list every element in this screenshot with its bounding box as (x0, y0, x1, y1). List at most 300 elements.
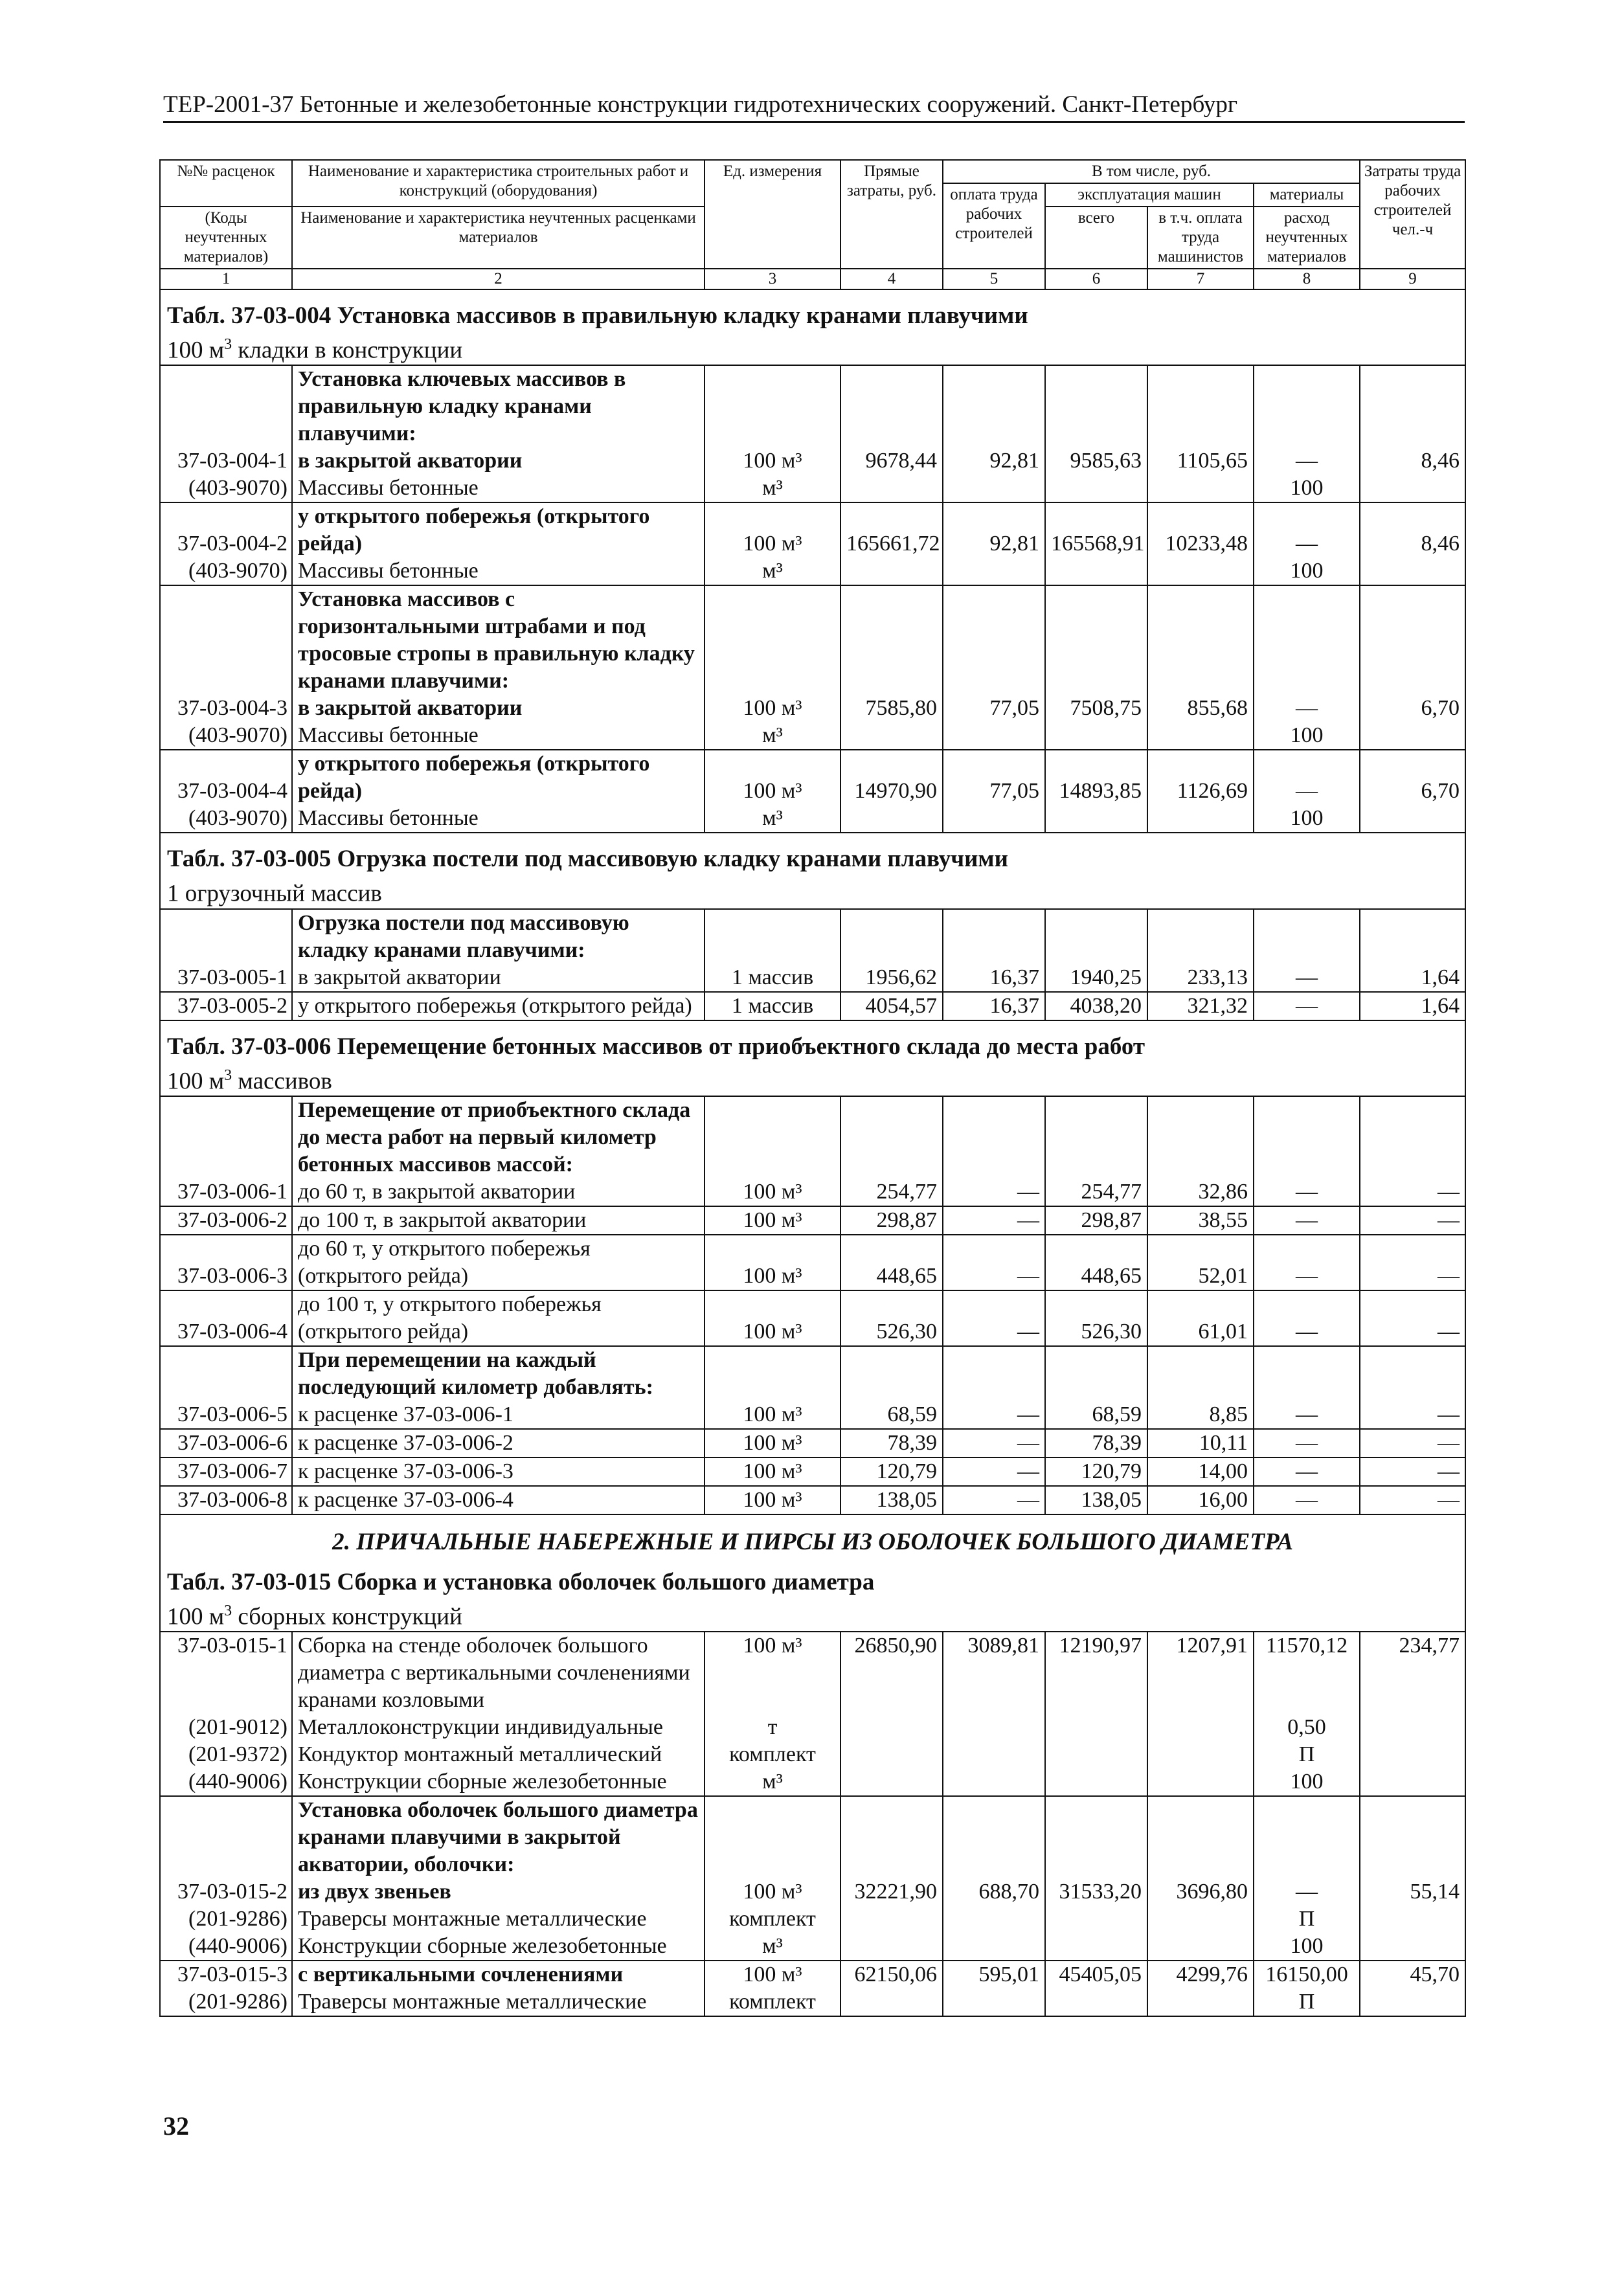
labor-cost: 688,70 (943, 1878, 1045, 1906)
rate-code: 37-03-006-1 (160, 1178, 292, 1206)
labor-hours: — (1360, 1429, 1465, 1457)
work-name: Кондуктор монтажный металлический (292, 1741, 705, 1768)
machine-labor-cost (1147, 1714, 1254, 1741)
direct-cost: 138,05 (840, 1486, 943, 1514)
unit-cell: м³ (705, 557, 840, 585)
rate-code: 37-03-006-8 (160, 1486, 292, 1514)
table-body (160, 289, 1465, 2016)
machine-cost: 165568,91 (1045, 502, 1147, 557)
labor-hours: 45,70 (1360, 1961, 1465, 1988)
work-name: Траверсы монтажные металлические (292, 1906, 705, 1933)
labor-cost: 92,81 (943, 502, 1045, 557)
material-cell (1254, 365, 1360, 447)
unit-cell: м³ (705, 1768, 840, 1796)
rate-code: (440-9006) (160, 1768, 292, 1796)
unit-cell: 100 м³ (705, 1290, 840, 1346)
machine-labor-cost: 233,13 (1147, 964, 1254, 992)
material-cell: П (1254, 1906, 1360, 1933)
machine-labor-cost: 1207,91 (1147, 1632, 1254, 1714)
labor-hours (1360, 805, 1465, 833)
machine-cost (1045, 722, 1147, 750)
table-unit-exponent: 3 (224, 1066, 232, 1084)
table-row (160, 1878, 1465, 1906)
machine-labor-cost (1147, 722, 1254, 750)
machine-cost (1045, 1714, 1147, 1741)
machine-labor-cost (1147, 1768, 1254, 1796)
direct-cost: 1956,62 (840, 964, 943, 992)
table-unit (167, 1061, 1458, 1096)
machine-cost: 4038,20 (1045, 992, 1147, 1020)
col-name-bottom: Наименование и характеристика неучтенных расценками материалов (292, 207, 705, 269)
material-cell: 100 (1254, 557, 1360, 585)
work-name: у открытого побережья (открытого рейда) (292, 750, 705, 805)
labor-cost: — (943, 1235, 1045, 1290)
col-number: 6 (1045, 269, 1147, 289)
labor-hours (1360, 1346, 1465, 1401)
table-row (160, 1632, 1465, 1714)
direct-cost: 26850,90 (840, 1632, 943, 1714)
labor-cost: — (943, 1429, 1045, 1457)
col-number: 2 (292, 269, 705, 289)
machine-labor-cost (1147, 1741, 1254, 1768)
work-name: Металлоконструкции индивидуальные (292, 1714, 705, 1741)
machine-labor-cost (1147, 1346, 1254, 1401)
work-name: Конструкции сборные железобетонные (292, 1933, 705, 1961)
labor-cost (943, 1096, 1045, 1178)
labor-hours: — (1360, 1401, 1465, 1429)
labor-cost (943, 909, 1045, 964)
labor-cost: 16,37 (943, 964, 1045, 992)
direct-cost: 254,77 (840, 1178, 943, 1206)
machine-labor-cost: 52,01 (1147, 1235, 1254, 1290)
table-row (160, 909, 1465, 964)
rate-code: 37-03-006-4 (160, 1290, 292, 1346)
table-row (160, 1290, 1465, 1346)
machine-cost (1045, 1741, 1147, 1768)
direct-cost: 7585,80 (840, 695, 943, 722)
direct-cost (840, 1346, 943, 1401)
material-cell: П (1254, 1988, 1360, 2016)
unit-cell: 100 м³ (705, 1235, 840, 1290)
rate-code (160, 909, 292, 964)
machine-labor-cost (1147, 1933, 1254, 1961)
rate-code: 37-03-006-6 (160, 1429, 292, 1457)
material-cell (1254, 1796, 1360, 1878)
unit-cell: м³ (705, 475, 840, 502)
labor-hours: 1,64 (1360, 964, 1465, 992)
machine-labor-cost: 4299,76 (1147, 1961, 1254, 1988)
rate-code: (201-9286) (160, 1988, 292, 2016)
labor-hours: 55,14 (1360, 1878, 1465, 1906)
labor-cost: 595,01 (943, 1961, 1045, 1988)
labor-cost (943, 1988, 1045, 2016)
labor-cost (943, 1768, 1045, 1796)
machine-labor-cost (1147, 805, 1254, 833)
unit-cell: м³ (705, 722, 840, 750)
material-cell: — (1254, 1178, 1360, 1206)
column-numbers (160, 269, 1465, 289)
rates-table (159, 159, 1466, 2017)
work-name: до 100 т, в закрытой акватории (292, 1206, 705, 1235)
rate-code: 37-03-006-7 (160, 1457, 292, 1486)
table-row (160, 1235, 1465, 1290)
work-name: Установка оболочек большого диаметра кранами плавучими в закрытой акватории, оболочки: (292, 1796, 705, 1878)
unit-cell: комплект (705, 1741, 840, 1768)
rate-code (160, 365, 292, 447)
material-cell (1254, 1346, 1360, 1401)
material-cell: 100 (1254, 475, 1360, 502)
labor-cost: — (943, 1178, 1045, 1206)
material-cell: 100 (1254, 805, 1360, 833)
labor-hours (1360, 1768, 1465, 1796)
labor-cost (943, 475, 1045, 502)
machine-labor-cost: 3696,80 (1147, 1878, 1254, 1906)
rate-code: 37-03-006-2 (160, 1206, 292, 1235)
machine-cost (1045, 585, 1147, 695)
table-title: Табл. 37-03-004 Установка массивов в правильную кладку кранами плавучими (167, 302, 1028, 329)
col-number: 3 (705, 269, 840, 289)
labor-hours: — (1360, 1178, 1465, 1206)
table-unit-suffix: сборных конструкций (232, 1603, 462, 1630)
machine-labor-cost (1147, 475, 1254, 502)
direct-cost: 32221,90 (840, 1878, 943, 1906)
table-row (160, 1988, 1465, 2016)
rate-code: (201-9372) (160, 1741, 292, 1768)
material-cell: 100 (1254, 722, 1360, 750)
work-name: в закрытой акватории (292, 964, 705, 992)
table-unit (167, 330, 1458, 365)
table-row (160, 722, 1465, 750)
rate-code: 37-03-006-5 (160, 1401, 292, 1429)
machine-cost (1045, 1346, 1147, 1401)
labor-hours (1360, 1906, 1465, 1933)
col-name-top: Наименование и характеристика строительных работ и конструкций (оборудования) (292, 160, 705, 207)
work-name: к расценке 37-03-006-4 (292, 1486, 705, 1514)
labor-hours (1360, 365, 1465, 447)
machine-cost: 45405,05 (1045, 1961, 1147, 1988)
table-row (160, 1178, 1465, 1206)
labor-hours: 6,70 (1360, 695, 1465, 722)
table-row (160, 964, 1465, 992)
work-name: Сборка на стенде оболочек большого диаметра с вертикальными сочленениями кранами козловыми (292, 1632, 705, 1714)
direct-cost (840, 365, 943, 447)
work-name: Траверсы монтажные металлические (292, 1988, 705, 2016)
table-title-cell (160, 833, 1465, 908)
rate-code: 37-03-004-4 (160, 750, 292, 805)
col-number: 1 (160, 269, 292, 289)
table-unit-text: 100 м (167, 1067, 225, 1094)
labor-cost (943, 722, 1045, 750)
rate-code: 37-03-004-1 (160, 447, 292, 475)
direct-cost: 448,65 (840, 1235, 943, 1290)
material-cell: — (1254, 1429, 1360, 1457)
labor-hours (1360, 1714, 1465, 1741)
machine-labor-cost (1147, 585, 1254, 695)
unit-cell: 100 м³ (705, 1457, 840, 1486)
direct-cost (840, 1796, 943, 1878)
unit-cell: 100 м³ (705, 695, 840, 722)
table-unit-suffix: кладки в конструкции (232, 337, 463, 364)
labor-hours (1360, 1933, 1465, 1961)
labor-cost (943, 585, 1045, 695)
table-row (160, 365, 1465, 447)
col-exp-group: эксплуатация машин (1045, 183, 1254, 207)
machine-cost (1045, 1933, 1147, 1961)
table-row (160, 1768, 1465, 1796)
table-row (160, 1401, 1465, 1429)
labor-hours (1360, 557, 1465, 585)
machine-labor-cost: 1105,65 (1147, 447, 1254, 475)
col-code-bottom: (Коды неучтенных материалов) (160, 207, 292, 269)
table-title-row (160, 1557, 1465, 1632)
machine-cost (1045, 365, 1147, 447)
table-row (160, 1429, 1465, 1457)
unit-cell: комплект (705, 1988, 840, 2016)
labor-hours: — (1360, 1235, 1465, 1290)
unit-cell: 100 м³ (705, 1878, 840, 1906)
machine-cost (1045, 557, 1147, 585)
direct-cost (840, 1096, 943, 1178)
machine-labor-cost: 14,00 (1147, 1457, 1254, 1486)
labor-hours (1360, 1988, 1465, 2016)
table-row (160, 750, 1465, 805)
table-unit (167, 1597, 1458, 1631)
unit-cell (705, 365, 840, 447)
work-name: Массивы бетонные (292, 805, 705, 833)
labor-hours (1360, 1796, 1465, 1878)
direct-cost: 9678,44 (840, 447, 943, 475)
rate-code: (403-9070) (160, 475, 292, 502)
unit-cell: 100 м³ (705, 1178, 840, 1206)
work-name: Массивы бетонные (292, 722, 705, 750)
table-unit (167, 873, 1458, 908)
machine-labor-cost (1147, 1796, 1254, 1878)
col-hours: Затраты труда рабочих строителей чел.-ч (1360, 160, 1465, 269)
direct-cost (840, 909, 943, 964)
labor-hours: 1,64 (1360, 992, 1465, 1020)
material-cell: — (1254, 964, 1360, 992)
direct-cost (840, 1768, 943, 1796)
unit-cell: комплект (705, 1906, 840, 1933)
table-row (160, 1714, 1465, 1741)
table-title: Табл. 37-03-006 Перемещение бетонных массивов от приобъектного склада до места работ (167, 1033, 1145, 1060)
direct-cost (840, 805, 943, 833)
unit-cell: 100 м³ (705, 750, 840, 805)
unit-cell: 100 м³ (705, 1486, 840, 1514)
work-name: Конструкции сборные железобетонные (292, 1768, 705, 1796)
labor-hours: 8,46 (1360, 447, 1465, 475)
labor-cost (943, 1933, 1045, 1961)
labor-hours (1360, 909, 1465, 964)
labor-cost: — (943, 1401, 1045, 1429)
direct-cost (840, 1988, 943, 2016)
machine-labor-cost: 38,55 (1147, 1206, 1254, 1235)
material-cell: — (1254, 1235, 1360, 1290)
direct-cost (840, 475, 943, 502)
labor-cost: — (943, 1290, 1045, 1346)
direct-cost (840, 722, 943, 750)
unit-cell: 1 массив (705, 992, 840, 1020)
machine-labor-cost: 855,68 (1147, 695, 1254, 722)
machine-cost: 9585,63 (1045, 447, 1147, 475)
labor-cost: 3089,81 (943, 1632, 1045, 1714)
section-title-text: 2. ПРИЧАЛЬНЫЕ НАБЕРЕЖНЫЕ И ПИРСЫ ИЗ ОБОЛОЧЕК БОЛЬШОГО ДИАМЕТРА (160, 1514, 1465, 1557)
table-row (160, 1346, 1465, 1401)
machine-cost (1045, 1768, 1147, 1796)
unit-cell: 100 м³ (705, 1961, 840, 1988)
table-row (160, 557, 1465, 585)
rate-code: 37-03-004-2 (160, 502, 292, 557)
rate-code: (201-9286) (160, 1906, 292, 1933)
machine-cost: 31533,20 (1045, 1878, 1147, 1906)
table-unit-exponent: 3 (224, 1602, 232, 1619)
labor-hours (1360, 475, 1465, 502)
labor-cost: 77,05 (943, 750, 1045, 805)
machine-labor-cost (1147, 1096, 1254, 1178)
machine-cost: 120,79 (1045, 1457, 1147, 1486)
labor-hours: 234,77 (1360, 1632, 1465, 1714)
table-title: Табл. 37-03-015 Сборка и установка оболочек большого диаметра (167, 1568, 875, 1595)
material-cell: — (1254, 1401, 1360, 1429)
work-name: Установка массивов с горизонтальными штрабами и под тросовые стропы в правильную кладку кранами плавучими: (292, 585, 705, 695)
work-name: в закрытой акватории (292, 447, 705, 475)
work-name: к расценке 37-03-006-2 (292, 1429, 705, 1457)
table-row (160, 1486, 1465, 1514)
page-header: ТЕР-2001-37 Бетонные и железобетонные конструкции гидротехнических сооружений. Санкт-Петербург (163, 91, 1465, 123)
table-title-cell (160, 1020, 1465, 1096)
work-name: у открытого побережья (открытого рейда) (292, 992, 705, 1020)
labor-cost: 92,81 (943, 447, 1045, 475)
unit-cell (705, 585, 840, 695)
direct-cost: 165661,72 (840, 502, 943, 557)
labor-cost (943, 1346, 1045, 1401)
direct-cost: 62150,06 (840, 1961, 943, 1988)
col-direct: Прямые затраты, руб. (840, 160, 943, 269)
table-unit-text: 100 м (167, 1603, 225, 1630)
labor-cost (943, 1796, 1045, 1878)
labor-hours: 6,70 (1360, 750, 1465, 805)
table-row (160, 502, 1465, 557)
direct-cost (840, 1741, 943, 1768)
material-cell: — (1254, 695, 1360, 722)
unit-cell: 100 м³ (705, 1401, 840, 1429)
col-number: 5 (943, 269, 1045, 289)
labor-hours: — (1360, 1457, 1465, 1486)
unit-cell: 100 м³ (705, 1429, 840, 1457)
labor-hours (1360, 585, 1465, 695)
machine-cost: 68,59 (1045, 1401, 1147, 1429)
direct-cost (840, 585, 943, 695)
table-unit-text: 100 м (167, 337, 225, 364)
labor-cost (943, 1741, 1045, 1768)
labor-cost (943, 365, 1045, 447)
table-row (160, 695, 1465, 722)
machine-cost: 14893,85 (1045, 750, 1147, 805)
material-cell: 16150,00 (1254, 1961, 1360, 1988)
work-name: Массивы бетонные (292, 557, 705, 585)
col-unit: Ед. измерения (705, 160, 840, 269)
rate-code: 37-03-005-1 (160, 964, 292, 992)
direct-cost: 68,59 (840, 1401, 943, 1429)
machine-cost (1045, 805, 1147, 833)
col-labor: оплата труда рабочих строителей (943, 183, 1045, 269)
table-row (160, 1741, 1465, 1768)
work-name: При перемещении на каждый последующий километр добавлять: (292, 1346, 705, 1401)
rate-code: (201-9012) (160, 1714, 292, 1741)
rate-code: 37-03-015-3 (160, 1961, 292, 1988)
page-number: 32 (163, 2111, 189, 2141)
table-row (160, 1906, 1465, 1933)
machine-cost: 526,30 (1045, 1290, 1147, 1346)
material-cell: — (1254, 1457, 1360, 1486)
col-number: 9 (1360, 269, 1465, 289)
material-cell: 100 (1254, 1768, 1360, 1796)
table-row (160, 1961, 1465, 1988)
rate-code (160, 1796, 292, 1878)
material-cell: 100 (1254, 1933, 1360, 1961)
machine-labor-cost: 8,85 (1147, 1401, 1254, 1429)
table-title: Табл. 37-03-005 Огрузка постели под массивовую кладку кранами плавучими (167, 846, 1008, 873)
table-row (160, 1457, 1465, 1486)
machine-labor-cost: 1126,69 (1147, 750, 1254, 805)
unit-cell (705, 1796, 840, 1878)
machine-cost: 448,65 (1045, 1235, 1147, 1290)
labor-cost: 77,05 (943, 695, 1045, 722)
labor-hours: — (1360, 1206, 1465, 1235)
machine-cost: 1940,25 (1045, 964, 1147, 992)
material-cell: — (1254, 1878, 1360, 1906)
machine-cost (1045, 909, 1147, 964)
machine-cost: 78,39 (1045, 1429, 1147, 1457)
unit-cell (705, 909, 840, 964)
unit-cell (705, 1096, 840, 1178)
labor-cost: — (943, 1206, 1045, 1235)
rate-code: 37-03-004-3 (160, 695, 292, 722)
labor-cost (943, 805, 1045, 833)
rate-code (160, 1096, 292, 1178)
table-row (160, 1796, 1465, 1878)
table-row (160, 1096, 1465, 1178)
material-cell: — (1254, 992, 1360, 1020)
col-number: 4 (840, 269, 943, 289)
machine-labor-cost: 10233,48 (1147, 502, 1254, 557)
machine-cost: 138,05 (1045, 1486, 1147, 1514)
direct-cost: 4054,57 (840, 992, 943, 1020)
unit-cell: 100 м³ (705, 1206, 840, 1235)
material-cell: — (1254, 502, 1360, 557)
table-row (160, 475, 1465, 502)
material-cell: 11570,12 (1254, 1632, 1360, 1714)
unit-cell: 100 м³ (705, 502, 840, 557)
material-cell: — (1254, 1290, 1360, 1346)
labor-cost: — (943, 1457, 1045, 1486)
unit-cell: т (705, 1714, 840, 1741)
unit-cell: 1 массив (705, 964, 840, 992)
work-name: Установка ключевых массивов в правильную кладку кранами плавучими: (292, 365, 705, 447)
direct-cost: 14970,90 (840, 750, 943, 805)
col-group: В том числе, руб. (943, 160, 1360, 183)
col-code-top: №№ расценок (160, 160, 292, 207)
rate-code: (440-9006) (160, 1933, 292, 1961)
labor-hours (1360, 1096, 1465, 1178)
material-cell (1254, 585, 1360, 695)
machine-labor-cost: 61,01 (1147, 1290, 1254, 1346)
rate-code: (403-9070) (160, 557, 292, 585)
col-number: 8 (1254, 269, 1360, 289)
unit-cell: 100 м³ (705, 447, 840, 475)
unit-cell (705, 1346, 840, 1401)
machine-cost: 298,87 (1045, 1206, 1147, 1235)
